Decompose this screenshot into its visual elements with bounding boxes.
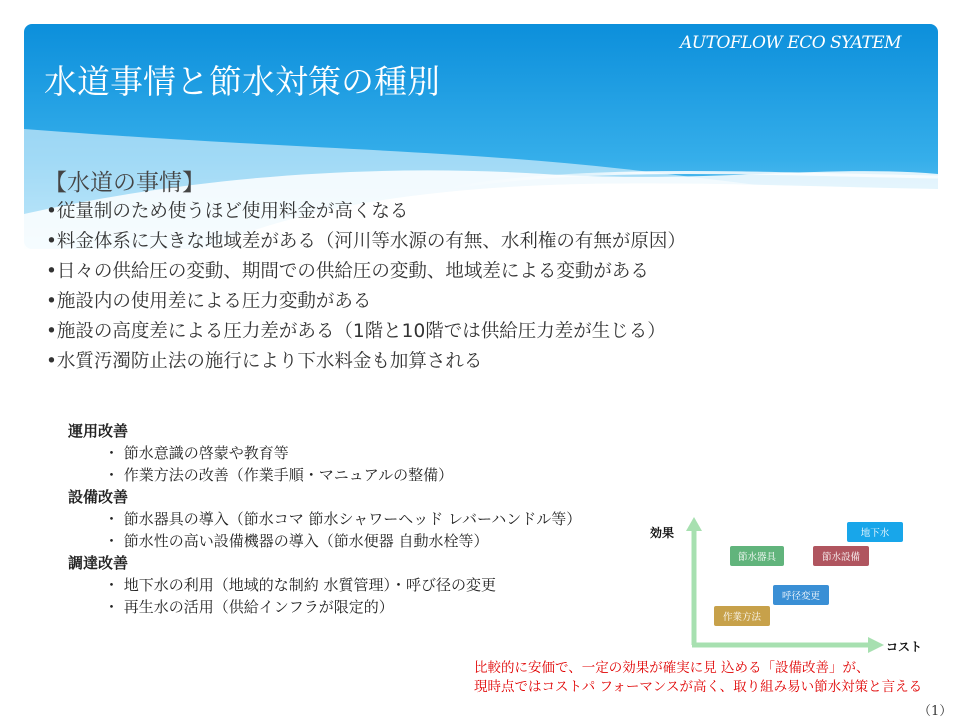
list-item: •日々の供給圧の変動、期間での供給圧の変動、地域差による変動がある — [46, 261, 649, 282]
cost-effect-svg — [640, 515, 940, 665]
diagram-box-pipe-diameter — [773, 585, 829, 605]
list-item: ・ 地下水の利用（地域的な制約 水質管理）・呼び径の変更 — [104, 576, 497, 594]
water-situation-list — [46, 197, 686, 377]
saving-equipment-label: 節水設備 — [821, 552, 861, 563]
saving-devices-label: 節水器具 — [737, 552, 777, 563]
y-axis-label: 効果 — [650, 526, 675, 540]
measure-category-equipment: 設備改善 — [68, 488, 129, 506]
list-item: ・ 再生水の活用（供給インフラが限定的） — [104, 598, 394, 616]
conclusion-line: 現時点ではコストパ フォーマンスが高く、取り組み易い節水対策と言える — [474, 679, 923, 695]
section-heading-water-situation: 【水道の事情】 — [44, 170, 205, 196]
list-item: ・ 作業方法の改善（作業手順・マニュアルの整備） — [104, 466, 454, 484]
measure-category-procurement: 調達改善 — [68, 554, 129, 572]
diagram-box-groundwater — [847, 522, 903, 542]
list-item: ・ 節水性の高い設備機器の導入（節水便器 自動水栓等） — [104, 532, 489, 550]
measures-list — [68, 420, 581, 618]
list-item: •水質汚濁防止法の施行により下水料金も加算される — [46, 351, 483, 372]
diagram-box-saving-equipment — [813, 546, 869, 566]
cost-effect-diagram — [640, 515, 940, 665]
list-item: ・ 節水器具の導入（節水コマ 節水シャワーヘッド レバーハンドル等） — [104, 510, 582, 528]
conclusion-note — [474, 659, 922, 697]
conclusion-line: 比較的に安価で、一定の効果が確実に見 込める「設備改善」が、 — [474, 660, 870, 676]
page-number: （1） — [918, 704, 953, 719]
x-axis-arrow-icon — [868, 637, 884, 653]
diagram-box-work-method — [714, 606, 770, 626]
brand-logo-text: AUTOFLOW ECO SYATEM — [680, 33, 902, 53]
list-item: •施設の高度差による圧力差がある（1階と10階では供給圧力差が生じる） — [46, 321, 666, 342]
list-item: ・ 節水意識の啓蒙や教育等 — [104, 444, 289, 462]
diagram-box-saving-devices — [730, 546, 784, 566]
pipe-diameter-label: 呼径変更 — [781, 591, 821, 602]
x-axis-label: コスト — [886, 640, 923, 654]
list-item: •従量制のため使うほど使用料金が高くなる — [46, 201, 409, 222]
page-title: 水道事情と節水対策の種別 — [44, 62, 440, 101]
y-axis-arrow-icon — [686, 517, 702, 531]
groundwater-label: 地下水 — [860, 528, 890, 539]
work-method-label: 作業方法 — [722, 612, 762, 623]
list-item: •料金体系に大きな地域差がある（河川等水源の有無、水利権の有無が原因） — [46, 231, 686, 252]
list-item: •施設内の使用差による圧力変動がある — [46, 291, 372, 312]
measure-category-operation: 運用改善 — [68, 422, 129, 440]
